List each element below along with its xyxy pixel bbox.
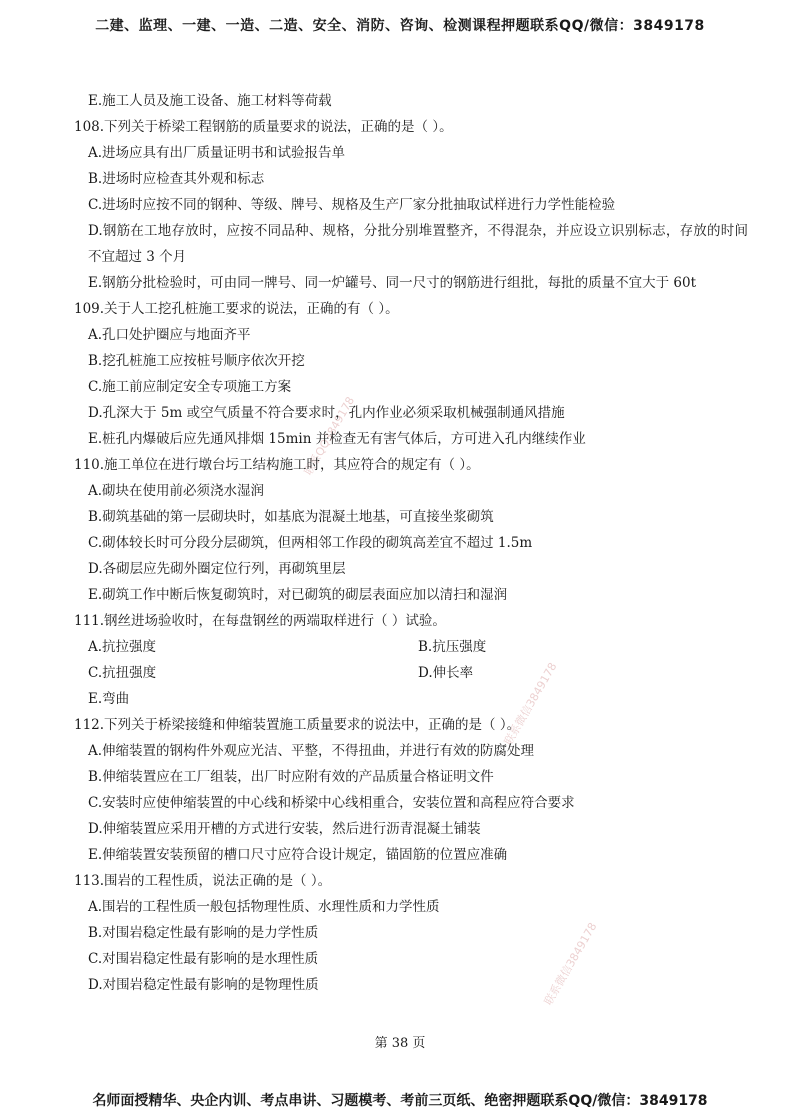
carryover-option: E.施工人员及施工设备、施工材料等荷载 [88, 93, 332, 109]
question-stem: 109.关于人工挖孔桩施工要求的说法，正确的有（ ）。 [74, 301, 399, 317]
option: E.桩孔内爆破后应先通风排烟 15min 并检查无有害气体后，方可进入孔内继续作业 [88, 431, 586, 447]
page-header: 二建、监理、一建、一造、二造、安全、消防、咨询、检测课程押题联系QQ/微信：3849178 [95, 18, 705, 34]
question-stem: 113.围岩的工程性质，说法正确的是（ ）。 [74, 873, 332, 889]
watermark: 联系QQ3849178 [301, 394, 358, 478]
question-stem: 110.施工单位在进行墩台圬工结构施工时，其应符合的规定有（ ）。 [74, 457, 480, 473]
page-number: 第 38 页 [374, 1036, 426, 1051]
option: E.钢筋分批检验时，可由同一牌号、同一炉罐号、同一尺寸的钢筋进行组批，每批的质量不宜大于 60t [88, 275, 697, 291]
question-stem: 112.下列关于桥梁接缝和伸缩装置施工质量要求的说法中，正确的是（ ）。 [74, 717, 521, 733]
question-stem: 108.下列关于桥梁工程钢筋的质量要求的说法，正确的是（ ）。 [74, 119, 453, 135]
option: B.砌筑基础的第一层砌块时，如基底为混凝土地基，可直接坐浆砌筑 [88, 509, 494, 525]
option: C.砌体较长时可分段分层砌筑，但两相邻工作段的砌筑高差宜不超过 1.5m [88, 535, 533, 551]
watermark: 联系微信3849178 [501, 660, 560, 748]
option: C.对围岩稳定性最有影响的是水理性质 [88, 951, 319, 967]
option: B.伸缩装置应在工厂组装，出厂时应附有效的产品质量合格证明文件 [88, 769, 494, 785]
option: A.砌块在使用前必须浇水湿润 [88, 483, 265, 499]
option: C.进场时应按不同的钢种、等级、牌号、规格及生产厂家分批抽取试样进行力学性能检验 [88, 197, 616, 213]
option: A.伸缩装置的钢构件外观应光洁、平整，不得扭曲，并进行有效的防腐处理 [88, 743, 535, 759]
option: C.安装时应使伸缩装置的中心线和桥梁中心线相重合，安装位置和高程应符合要求 [88, 795, 575, 811]
option: A.围岩的工程性质一般包括物理性质、水理性质和力学性质 [88, 899, 440, 915]
option: A.孔口处护圈应与地面齐平 [88, 327, 251, 343]
option: D.钢筋在工地存放时，应按不同品种、规格，分批分别堆置整齐，不得混杂，并应设立识别标志，存放的时间不宜超过 3 个月 [88, 223, 748, 265]
option: D.对围岩稳定性最有影响的是物理性质 [88, 977, 319, 993]
option: C.抗扭强度 [88, 665, 157, 681]
option: D.孔深大于 5m 或空气质量不符合要求时，孔内作业必须采取机械强制通风措施 [88, 405, 565, 421]
option: E.弯曲 [88, 691, 130, 707]
watermark: 联系微信3849178 [541, 920, 600, 1008]
option: B.挖孔桩施工应按桩号顺序依次开挖 [88, 353, 305, 369]
option: E.砌筑工作中断后恢复砌筑时，对已砌筑的砌层表面应加以清扫和湿润 [88, 587, 508, 603]
question-stem: 111.钢丝进场验收时，在每盘钢丝的两端取样进行（ ）试验。 [74, 613, 446, 629]
option: D.伸缩装置应采用开槽的方式进行安装，然后进行沥青混凝土铺装 [88, 821, 481, 837]
option: A.抗拉强度 [88, 639, 157, 655]
option: D.各砌层应先砌外圈定位行列，再砌筑里层 [88, 561, 346, 577]
option: B.对围岩稳定性最有影响的是力学性质 [88, 925, 319, 941]
option: A.进场应具有出厂质量证明书和试验报告单 [88, 145, 346, 161]
option: E.伸缩装置安装预留的槽口尺寸应符合设计规定，锚固筋的位置应准确 [88, 847, 508, 863]
option: C.施工前应制定安全专项施工方案 [88, 379, 292, 395]
option-row [88, 634, 748, 660]
question-list [74, 88, 748, 998]
option: D.伸长率 [418, 665, 474, 681]
option: B.进场时应检查其外观和标志 [88, 171, 265, 187]
option: B.抗压强度 [418, 639, 487, 655]
option-row [88, 660, 748, 686]
page-footer: 名师面授精华、央企内训、考点串讲、习题模考、考前三页纸、绝密押题联系QQ/微信：3849178 [92, 1093, 708, 1109]
